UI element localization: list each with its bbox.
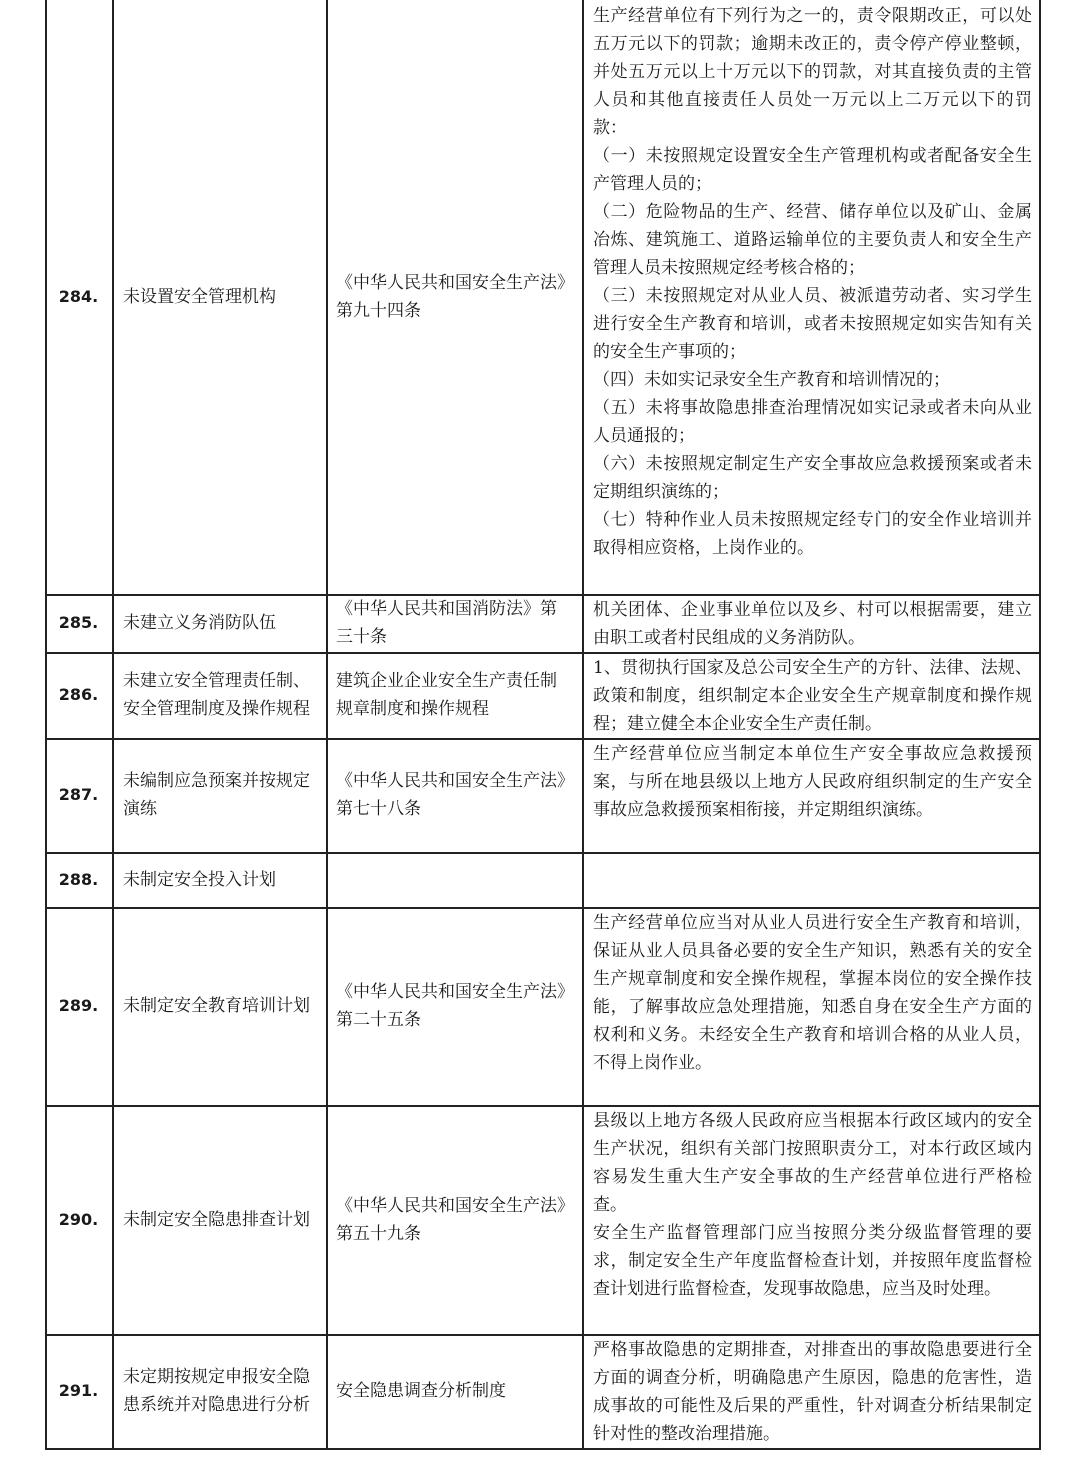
row-number: 289. bbox=[58, 996, 99, 1015]
regulation-paragraph: 生产经营单位应当对从业人员进行安全生产教育和培训，保证从业人员具备必要的安全生产知识，熟悉有关的安全生产规章制度和安全操作规程，掌握本岗位的安全操作技能，了解事故应急处理措施，知悉自身在安全生产方面的权利和义务。未经安全生产教育和培训合格的从业人员，不得上岗作业。 bbox=[593, 913, 1032, 1073]
regulation-paragraph: （五）未将事故隐患排查治理情况如实记录或者未向从业人员通报的； bbox=[593, 398, 1032, 446]
regulation-text bbox=[582, 852, 1040, 907]
regulation-paragraph: （二）危险物品的生产、经营、储存单位以及矿山、金属冶炼、建筑施工、道路运输单位的主要负责人和安全生产管理人员未按照规定经考核合格的； bbox=[593, 202, 1032, 278]
regulation-paragraph: 生产经营单位应当制定本单位生产安全事故应急救援预案，与所在地县级以上地方人民政府组织制定的生产安全事故应急救援预案相衔接，并定期组织演练。 bbox=[593, 744, 1032, 820]
regulation-paragraph: （七）特种作业人员未按照规定经专门的安全作业培训并取得相应资格，上岗作业的。 bbox=[593, 510, 1032, 558]
hazard-item: 未建立安全管理责任制、安全管理制度及操作规程 bbox=[123, 671, 310, 719]
regulation-text bbox=[582, 740, 1040, 852]
regulation-text bbox=[582, 2, 1040, 594]
row-number: 290. bbox=[58, 1209, 99, 1229]
table-border-bottom bbox=[45, 1448, 1040, 1450]
regulation-paragraph: 安全生产监督管理部门应当按照分类分级监督管理的要求，制定安全生产年度监督检查计划，并按照年度监督检查计划进行监督检查，发现事故隐患，应当及时处理。 bbox=[593, 1223, 1032, 1299]
hazard-item: 未建立义务消防队伍 bbox=[123, 613, 276, 633]
regulation-paragraph: （三）未按照规定对从业人员、被派遣劳动者、实习学生进行安全生产教育和培训，或者未按照规定如实告知有关的安全生产事项的； bbox=[593, 286, 1032, 362]
hazard-item: 未设置安全管理机构 bbox=[123, 287, 276, 307]
regulation-paragraph: 县级以上地方各级人民政府应当根据本行政区域内的安全生产状况，组织有关部门按照职责分工，对本行政区域内容易发生重大生产安全事故的生产经营单位进行严格检查。 bbox=[593, 1111, 1032, 1215]
legal-basis: 《中华人民共和国安全生产法》第五十九条 bbox=[336, 1195, 566, 1244]
regulation-paragraph: （四）未如实记录安全生产教育和培训情况的； bbox=[593, 370, 950, 390]
regulation-text bbox=[582, 909, 1040, 1105]
regulation-text bbox=[582, 1336, 1040, 1448]
legal-basis: 《中华人民共和国安全生产法》第二十五条 bbox=[336, 982, 566, 1030]
hazard-item: 未定期按规定申报安全隐患系统并对隐患进行分析 bbox=[123, 1367, 310, 1415]
hazard-item: 未编制应急预案并按规定演练 bbox=[123, 771, 310, 819]
regulation-text bbox=[582, 596, 1040, 652]
hazard-item: 未制定安全隐患排查计划 bbox=[123, 1209, 310, 1230]
row-number: 291. bbox=[58, 1381, 99, 1400]
legal-basis: 《中华人民共和国安全生产法》第七十八条 bbox=[336, 771, 566, 819]
legal-basis: 《中华人民共和国消防法》第三十条 bbox=[336, 599, 557, 647]
regulation-paragraph: 严格事故隐患的定期排查，对排查出的事故隐患要进行全方面的调查分析，明确隐患产生原因，隐患的危害性，造成事故的可能性及后果的严重性，针对调查分析结果制定针对性的整改治理措施。 bbox=[593, 1340, 1032, 1444]
row-number: 284. bbox=[58, 287, 99, 306]
regulation-text bbox=[582, 1107, 1040, 1334]
regulation-paragraph: 1、贯彻执行国家及总公司安全生产的方针、法律、法规、政策和制度，组织制定本企业安全生产规章制度和操作规程；建立健全本企业安全生产责任制。 bbox=[593, 658, 1032, 734]
hazard-item: 未制定安全教育培训计划 bbox=[123, 996, 310, 1016]
legal-basis: 建筑企业企业安全生产责任制规章制度和操作规程 bbox=[336, 671, 557, 719]
row-number: 288. bbox=[58, 869, 99, 889]
legal-basis: 安全隐患调查分析制度 bbox=[336, 1381, 506, 1401]
regulation-paragraph: （一）未按照规定设置安全生产管理机构或者配备安全生产管理人员的； bbox=[593, 146, 1032, 194]
hazard-item: 未制定安全投入计划 bbox=[123, 869, 276, 890]
row-number: 287. bbox=[58, 785, 99, 804]
regulation-paragraph: （六）未按照规定制定生产安全事故应急救援预案或者未定期组织演练的； bbox=[593, 454, 1032, 502]
row-number: 285. bbox=[58, 613, 99, 632]
regulation-paragraph: 机关团体、企业事业单位以及乡、村可以根据需要，建立由职工或者村民组成的义务消防队。 bbox=[593, 600, 1032, 648]
legal-basis bbox=[326, 852, 582, 907]
legal-basis: 《中华人民共和国安全生产法》第九十四条 bbox=[336, 273, 566, 321]
row-number: 286. bbox=[58, 685, 99, 704]
regulation-paragraph: 生产经营单位有下列行为之一的，责令限期改正，可以处五万元以下的罚款；逾期未改正的，责令停产停业整顿，并处五万元以上十万元以下的罚款，对其直接负责的主管人员和其他直接责任人员处一万元以上二万元以下的罚款： bbox=[593, 6, 1032, 138]
regulation-text bbox=[582, 654, 1040, 738]
